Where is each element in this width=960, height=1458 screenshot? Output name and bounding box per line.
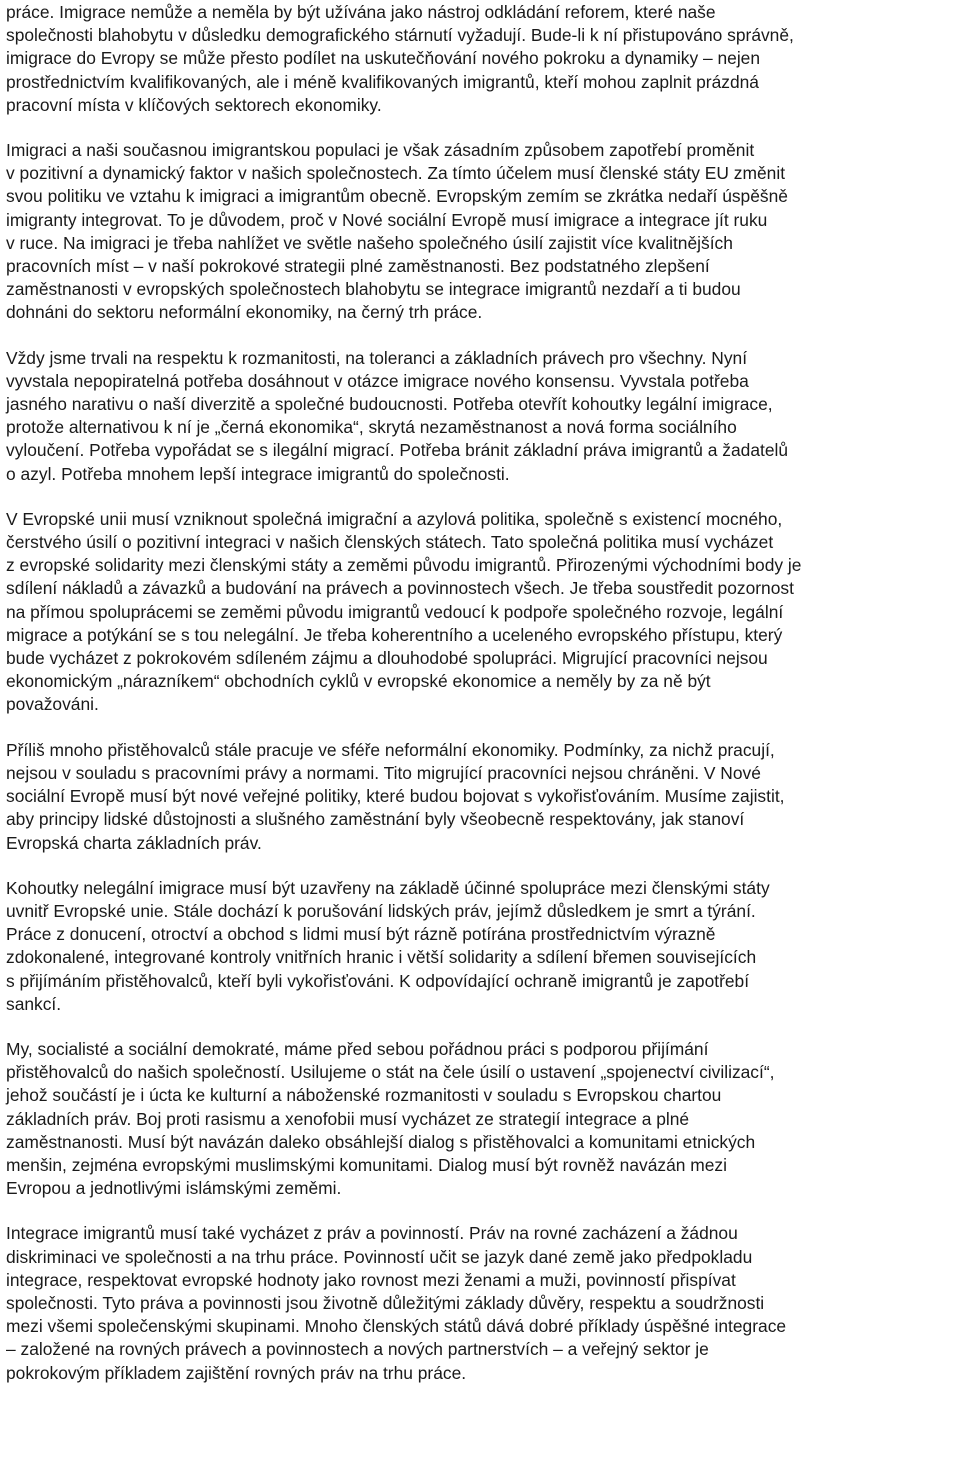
text-line: společnosti blahobytu v důsledku demografického stárnutí vyžadují. Bude-li k ní přistupováno správně, (6, 25, 794, 46)
text-line: sankcí. (6, 993, 62, 1014)
text-line: zaměstnanosti. Musí být navázán daleko obsáhlejší dialog s přistěhovalci a komunitami etnických (6, 1131, 756, 1152)
text-line: zaměstnanosti v evropských společnostech blahobytu se integrace imigrantů nezdaří a ti budou (6, 279, 741, 300)
text-line: čerstvého úsilí o pozitivní integraci v našich členských státech. Tato společná politika musí vycházet (6, 532, 774, 553)
text-line: V Evropské unii musí vzniknout společná imigrační a azylová politika, společně s existencí mocného, (6, 508, 783, 529)
text-line: práce. Imigrace nemůže a neměla by být užívána jako nástroj odkládání reforem, které naše (6, 2, 716, 22)
text-line: Imigraci a naši současnou imigrantskou populaci je však zásadním způsobem zapotřebí proměnit (6, 140, 755, 161)
text-line: menšin, zejména evropskými muslimskými komunitami. Dialog musí být rovněž navázán mezi (6, 1154, 727, 1175)
text-line: s přijímáním přistěhovalců, kteří byli vykořisťováni. K odpovídající ochraně imigrantů je zapotřebí (6, 970, 750, 991)
text-line: Integrace imigrantů musí také vycházet z práv a povinností. Práv na rovné zacházení a žádnou (6, 1223, 738, 1244)
text-line: sociální Evropě musí být nové veřejné politiky, které budou bojovat s vykořisťováním. Musíme zajistit, (6, 786, 785, 807)
paragraph-4 (6, 508, 958, 717)
text-line: Evropská charta základních práv. (6, 832, 262, 853)
text-line: svou politiku ve vztahu k imigraci a imigrantům obecně. Evropským zemím se zkrátka nedaří úspěšně (6, 186, 788, 207)
text-line: vyvstala nepopiratelná potřeba dosáhnout v otázce imigrace nového konsensu. Vyvstala potřeba (6, 370, 749, 391)
text-line: vyloučení. Potřeba vypořádat se s ilegální migrací. Potřeba bránit základní práva imigrantů a žadatelů (6, 440, 789, 461)
text-line: prostřednictvím kvalifikovaných, ale i méně kvalifikovaných imigrantů, kteří mohou zaplnit prázdná (6, 71, 759, 92)
paragraph-1 (6, 1, 958, 117)
paragraph-3 (6, 347, 958, 486)
paragraph-8 (6, 1222, 958, 1384)
text-line: imigrace do Evropy se může přesto podílet na uskutečňování nového pokroku a dynamiky – nejen (6, 48, 761, 69)
text-line: integrace, respektovat evropské hodnoty jako rovnost mezi ženami a muži, povinností přispívat (6, 1269, 736, 1290)
text-line: přistěhovalců do našich společností. Usilujeme o stát na čele úsilí o ustavení „spojenectví civilizací“, (6, 1062, 775, 1083)
text-line: základních práv. Boj proti rasismu a xenofobii musí vycházet ze strategií integrace a plné (6, 1108, 690, 1129)
text-line: pokrokovým příkladem zajištění rovných práv na trhu práce. (6, 1362, 467, 1383)
text-line: v ruce. Na imigraci je třeba nahlížet ve světle našeho společného úsilí zajistit více kvalitnějších (6, 232, 733, 253)
text-line: Kohoutky nelegální imigrace musí být uzavřeny na základě účinné spolupráce mezi členskými státy (6, 877, 770, 898)
text-line: na přímou spoluprácemi se zeměmi původu imigrantů vedoucí k podpoře společného rozvoje, legální (6, 601, 784, 622)
paragraph-6 (6, 877, 958, 1016)
text-line: dohnáni do sektoru neformální ekonomiky, na černý trh práce. (6, 302, 483, 323)
text-line: z evropské solidarity mezi členskými státy a zeměmi původu imigrantů. Přirozenými východními body je (6, 555, 802, 576)
text-line: jasného narativu o naší diverzitě a společné budoucnosti. Potřeba otevřít kohoutky legální imigrace, (6, 394, 773, 415)
document-page (6, 0, 958, 1385)
text-line: Práce z donucení, otroctví a obchod s lidmi musí být rázně potírána prostřednictvím výrazně (6, 924, 716, 945)
text-line: jehož součástí je i úcta ke kulturní a náboženské rozmanitosti v souladu s Evropskou chartou (6, 1085, 722, 1106)
paragraph-2 (6, 139, 958, 325)
text-line: migrace a potýkání se s tou nelegální. Je třeba koherentního a uceleného evropského přístupu, který (6, 624, 783, 645)
text-line: protože alternativou k ní je „černá ekonomika“, skrytá nezaměstnanost a nová forma sociálního (6, 417, 737, 438)
text-line: bude vycházet z pokrokovém sdíleném zájmu a dlouhodobé spolupráci. Migrující pracovníci nejsou (6, 648, 768, 669)
text-line: nejsou v souladu s pracovními právy a normami. Tito migrující pracovníci nejsou chráněni. V Nové (6, 762, 761, 783)
text-line: uvnitř Evropské unie. Stále dochází k porušování lidských práv, jejímž důsledkem je smrt a týrání. (6, 900, 756, 921)
text-line: Evropou a jednotlivými islámskými zeměmi. (6, 1178, 342, 1199)
text-line: sdílení nákladů a závazků a budování na právech a povinnostech všech. Je třeba soustředit pozornost (6, 578, 794, 599)
text-line: považováni. (6, 694, 99, 715)
text-line: v pozitivní a dynamický faktor v našich společnostech. Za tímto účelem musí členské státy EU změnit (6, 163, 786, 184)
text-line: společnosti. Tyto práva a povinnosti jsou životně důležitými základy důvěry, respektu a soudržnosti (6, 1292, 765, 1313)
text-line: Vždy jsme trvali na respektu k rozmanitosti, na toleranci a základních právech pro všechny. Nyní (6, 347, 748, 368)
text-line: o azyl. Potřeba mnohem lepší integrace imigrantů do společnosti. (6, 463, 510, 484)
text-line: aby principy lidské důstojnosti a slušného zaměstnání byly všeobecně respektovány, jak stanoví (6, 809, 745, 830)
text-line: – založené na rovných právech a povinnostech a nových partnerstvích – a veřejný sektor je (6, 1339, 709, 1360)
text-line: My, socialisté a sociální demokraté, máme před sebou pořádnou práci s podporou přijímání (6, 1038, 709, 1059)
text-line: pracovních míst – v naší pokrokové strategii plné zaměstnanosti. Bez podstatného zlepšení (6, 256, 710, 277)
paragraph-5 (6, 739, 958, 855)
text-line: zdokonalené, integrované kontroly vnitřních hranic i větší solidarity a sdílení břemen souvisejících (6, 947, 757, 968)
text-line: mezi všemi společenskými skupinami. Mnoho členských států dává dobré příklady úspěšné integrace (6, 1316, 787, 1337)
text-line: imigranty integrovat. To je důvodem, proč v Nové sociální Evropě musí imigrace a integrace jít ruku (6, 209, 768, 230)
text-line: diskriminaci ve společnosti a na trhu práce. Povinností učit se jazyk dané země jako předpokladu (6, 1246, 753, 1267)
paragraph-7 (6, 1038, 958, 1200)
text-line: ekonomickým „nárazníkem“ obchodních cyklů v evropské ekonomice a neměly by za ně být (6, 671, 711, 692)
text-line: pracovní místa v klíčových sektorech ekonomiky. (6, 94, 382, 115)
text-line: Příliš mnoho přistěhovalců stále pracuje ve sféře neformální ekonomiky. Podmínky, za nichž pracují, (6, 739, 775, 760)
